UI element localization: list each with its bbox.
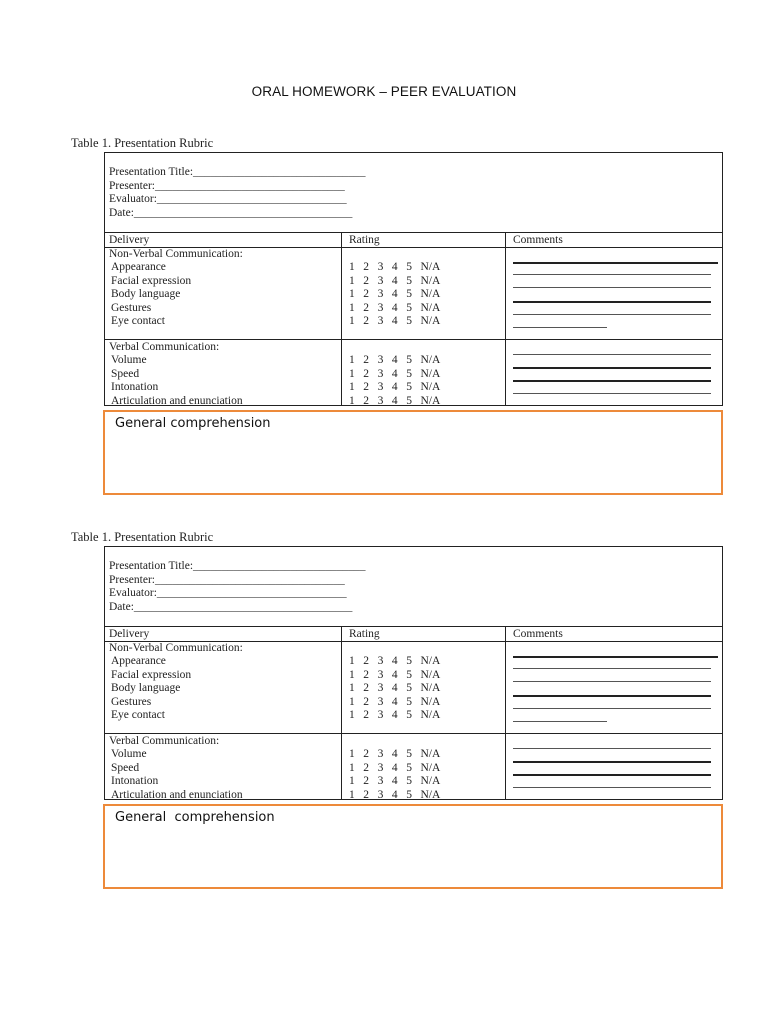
- rating-option[interactable]: 4: [391, 709, 398, 721]
- column-header-delivery: Delivery: [109, 234, 150, 246]
- header-field-label: Presenter:: [109, 180, 155, 192]
- rating-option[interactable]: 5: [406, 668, 412, 681]
- rating-option[interactable]: 5: [406, 788, 412, 801]
- header-field-presentationtitle[interactable]: [109, 560, 366, 573]
- comment-line[interactable]: [513, 301, 711, 303]
- general-comprehension-box[interactable]: [103, 410, 723, 495]
- rating-option[interactable]: N/A: [420, 695, 441, 708]
- criterion-label: Body language: [111, 288, 181, 301]
- rating-option[interactable]: 3: [377, 682, 384, 695]
- comment-line[interactable]: [513, 761, 711, 763]
- rating-scale[interactable]: [349, 748, 440, 761]
- rating-option[interactable]: 2: [363, 668, 370, 681]
- rating-scale[interactable]: [349, 302, 440, 315]
- rating-option[interactable]: 2: [363, 775, 370, 788]
- rating-scale[interactable]: [349, 261, 440, 274]
- table-caption: Table 1. Presentation Rubric: [71, 136, 214, 150]
- rating-scale[interactable]: [349, 368, 440, 381]
- rating-option[interactable]: 2: [363, 394, 370, 407]
- comment-line[interactable]: [513, 695, 711, 697]
- rating-option[interactable]: 2: [363, 682, 370, 695]
- rating-scale[interactable]: [349, 762, 440, 775]
- rating-option[interactable]: 5: [406, 655, 412, 668]
- rating-option[interactable]: N/A: [420, 394, 441, 407]
- rating-option[interactable]: 2: [363, 748, 370, 761]
- rating-option[interactable]: 5: [406, 367, 412, 380]
- criterion-label: Articulation and enunciation: [111, 788, 243, 801]
- rating-option[interactable]: 3: [377, 261, 384, 274]
- rating-option[interactable]: 5: [406, 682, 412, 695]
- rating-scale[interactable]: [349, 354, 440, 367]
- criterion-label: Body language: [111, 682, 181, 695]
- rating-option[interactable]: 1: [349, 381, 355, 394]
- rating-option[interactable]: 3: [377, 394, 384, 407]
- criterion-label: Volume: [111, 354, 147, 367]
- rating-option[interactable]: 4: [391, 381, 398, 394]
- rating-option[interactable]: 1: [349, 709, 355, 721]
- rating-option[interactable]: 4: [391, 668, 398, 681]
- rating-option[interactable]: N/A: [420, 315, 441, 327]
- rating-option[interactable]: N/A: [420, 274, 441, 287]
- criterion-label: Eye contact: [111, 315, 165, 327]
- header-field-blank[interactable]: ______________________________: [193, 166, 366, 178]
- rating-option[interactable]: N/A: [420, 261, 441, 274]
- rating-option[interactable]: 4: [391, 301, 398, 314]
- rating-option[interactable]: 5: [406, 315, 412, 327]
- section-group-label: Non-Verbal Communication:: [109, 642, 243, 654]
- header-field-label: Date:: [109, 207, 134, 219]
- comment-line[interactable]: [513, 327, 607, 328]
- rating-option[interactable]: 1: [349, 301, 355, 314]
- column-divider: [341, 233, 342, 405]
- rating-option[interactable]: N/A: [420, 788, 441, 801]
- comment-line[interactable]: [513, 787, 711, 788]
- rating-option[interactable]: N/A: [420, 748, 441, 761]
- rating-option[interactable]: 1: [349, 367, 355, 380]
- rating-option[interactable]: 3: [377, 381, 384, 394]
- rating-option[interactable]: 4: [391, 695, 398, 708]
- column-divider: [505, 627, 506, 799]
- rating-option[interactable]: 4: [391, 367, 398, 380]
- header-field-blank[interactable]: _________________________________: [156, 587, 347, 599]
- table-caption: Table 1. Presentation Rubric: [71, 530, 214, 544]
- rating-option[interactable]: 3: [377, 775, 384, 788]
- rating-scale[interactable]: [349, 288, 440, 301]
- comment-line[interactable]: [513, 721, 607, 722]
- rating-option[interactable]: 3: [377, 354, 384, 367]
- presentation-rubric-table: [104, 152, 723, 406]
- rating-option[interactable]: 1: [349, 775, 355, 788]
- rating-option[interactable]: 4: [391, 682, 398, 695]
- header-field-label: Evaluator:: [109, 193, 157, 205]
- comment-line[interactable]: [513, 708, 711, 709]
- section-separator: [105, 733, 722, 734]
- rating-option[interactable]: N/A: [420, 288, 441, 301]
- rating-option[interactable]: 1: [349, 761, 355, 774]
- rating-option[interactable]: 3: [377, 288, 384, 301]
- rating-option[interactable]: 5: [406, 394, 412, 407]
- header-field-date[interactable]: [109, 601, 352, 614]
- header-field-blank[interactable]: ______________________________________: [133, 601, 353, 613]
- rating-option[interactable]: 5: [406, 748, 412, 761]
- comment-line[interactable]: [513, 681, 711, 682]
- header-field-label: Date:: [109, 601, 134, 613]
- comment-line[interactable]: [513, 287, 711, 288]
- rating-option[interactable]: 1: [349, 354, 355, 367]
- criterion-label: Gestures: [111, 695, 152, 708]
- comment-line[interactable]: [513, 274, 711, 275]
- header-field-evaluator[interactable]: [109, 587, 347, 600]
- rating-option[interactable]: 3: [377, 748, 384, 761]
- header-field-label: Presentation Title:: [109, 560, 194, 572]
- criterion-label: Eye contact: [111, 709, 165, 721]
- rating-scale[interactable]: [349, 275, 440, 288]
- rating-option[interactable]: 2: [363, 354, 370, 367]
- rating-option[interactable]: 2: [363, 761, 370, 774]
- rating-option[interactable]: 4: [391, 655, 398, 668]
- rating-option[interactable]: 3: [377, 655, 384, 668]
- criterion-label: Speed: [111, 761, 140, 774]
- rating-option[interactable]: 1: [349, 315, 355, 327]
- rating-option[interactable]: 2: [363, 315, 370, 327]
- section-separator: [105, 339, 722, 340]
- rating-option[interactable]: N/A: [420, 709, 441, 721]
- column-header-rating: Rating: [349, 628, 380, 640]
- rating-option[interactable]: 4: [391, 761, 398, 774]
- rating-option[interactable]: 5: [406, 261, 412, 274]
- criterion-label: Facial expression: [111, 274, 192, 287]
- header-field-blank[interactable]: _________________________________: [156, 193, 347, 205]
- rating-option[interactable]: 3: [377, 709, 384, 721]
- rating-option[interactable]: 5: [406, 301, 412, 314]
- rating-scale[interactable]: [349, 696, 440, 709]
- rating-option[interactable]: 2: [363, 288, 370, 301]
- rating-option[interactable]: 4: [391, 748, 398, 761]
- rating-option[interactable]: 4: [391, 775, 398, 788]
- rating-option[interactable]: 3: [377, 274, 384, 287]
- rating-option[interactable]: 3: [377, 695, 384, 708]
- criterion-label: Intonation: [111, 775, 159, 788]
- rating-option[interactable]: N/A: [420, 367, 441, 380]
- general-comprehension-label: General comprehension: [115, 810, 275, 825]
- rating-option[interactable]: 1: [349, 261, 355, 274]
- rating-scale[interactable]: [349, 381, 440, 394]
- rating-option[interactable]: 5: [406, 709, 412, 721]
- rating-option[interactable]: 2: [363, 274, 370, 287]
- criterion-label: Appearance: [111, 655, 166, 668]
- column-divider: [505, 233, 506, 405]
- rating-option[interactable]: 4: [391, 288, 398, 301]
- column-header-comments: Comments: [513, 234, 563, 246]
- rating-option[interactable]: 5: [406, 288, 412, 301]
- rating-option[interactable]: 3: [377, 668, 384, 681]
- rating-option[interactable]: 5: [406, 761, 412, 774]
- rating-scale[interactable]: [349, 315, 440, 328]
- criterion-label: Volume: [111, 748, 147, 761]
- section-group-label: Verbal Communication:: [109, 341, 220, 353]
- rating-option[interactable]: 4: [391, 788, 398, 801]
- column-header-rating: Rating: [349, 234, 380, 246]
- rating-option[interactable]: 2: [363, 788, 370, 801]
- rating-option[interactable]: 2: [363, 367, 370, 380]
- rating-option[interactable]: 2: [363, 709, 370, 721]
- header-field-presenter[interactable]: [109, 180, 345, 193]
- rating-option[interactable]: 4: [391, 274, 398, 287]
- comment-line[interactable]: [513, 367, 711, 369]
- rating-option[interactable]: 4: [391, 394, 398, 407]
- general-comprehension-box[interactable]: [103, 804, 723, 889]
- criterion-label: Intonation: [111, 381, 159, 394]
- header-field-presentationtitle[interactable]: [109, 166, 366, 179]
- header-field-blank[interactable]: _________________________________: [154, 180, 345, 192]
- rating-option[interactable]: 5: [406, 354, 412, 367]
- rating-option[interactable]: 5: [406, 775, 412, 788]
- rating-option[interactable]: 5: [406, 381, 412, 394]
- rating-option[interactable]: 4: [391, 261, 398, 274]
- comment-line[interactable]: [513, 380, 711, 382]
- rating-option[interactable]: N/A: [420, 655, 441, 668]
- rating-option[interactable]: 1: [349, 394, 355, 407]
- rating-option[interactable]: 1: [349, 682, 355, 695]
- rating-scale[interactable]: [349, 682, 440, 695]
- rating-option[interactable]: 1: [349, 668, 355, 681]
- rating-option[interactable]: 1: [349, 748, 355, 761]
- rating-option[interactable]: N/A: [420, 354, 441, 367]
- header-field-label: Presenter:: [109, 574, 155, 586]
- header-field-presenter[interactable]: [109, 574, 345, 587]
- rating-option[interactable]: 3: [377, 315, 384, 327]
- column-header-delivery: Delivery: [109, 628, 150, 640]
- rating-scale[interactable]: [349, 395, 440, 408]
- header-field-blank[interactable]: ______________________________________: [133, 207, 353, 219]
- rating-option[interactable]: N/A: [420, 761, 441, 774]
- rating-scale[interactable]: [349, 789, 440, 802]
- comment-line[interactable]: [513, 748, 711, 749]
- rating-option[interactable]: 1: [349, 288, 355, 301]
- rating-option[interactable]: 2: [363, 301, 370, 314]
- rating-option[interactable]: 1: [349, 274, 355, 287]
- criterion-label: Gestures: [111, 301, 152, 314]
- criterion-label: Articulation and enunciation: [111, 394, 243, 407]
- page-title: ORAL HOMEWORK – PEER EVALUATION: [251, 84, 517, 99]
- header-field-evaluator[interactable]: [109, 193, 347, 206]
- header-field-label: Presentation Title:: [109, 166, 194, 178]
- rating-option[interactable]: N/A: [420, 775, 441, 788]
- rating-option[interactable]: N/A: [420, 381, 441, 394]
- header-field-label: Evaluator:: [109, 587, 157, 599]
- rating-option[interactable]: 4: [391, 354, 398, 367]
- header-field-blank[interactable]: _________________________________: [154, 574, 345, 586]
- rating-option[interactable]: 5: [406, 274, 412, 287]
- rating-option[interactable]: N/A: [420, 301, 441, 314]
- comment-line[interactable]: [513, 668, 711, 669]
- section-group-label: Non-Verbal Communication:: [109, 248, 243, 260]
- comment-line[interactable]: [513, 393, 711, 394]
- rating-option[interactable]: 4: [391, 315, 398, 327]
- presentation-rubric-table: [104, 546, 723, 800]
- rating-option[interactable]: N/A: [420, 682, 441, 695]
- column-divider: [341, 627, 342, 799]
- rating-option[interactable]: 3: [377, 761, 384, 774]
- general-comprehension-label: General comprehension: [115, 416, 271, 431]
- rating-option[interactable]: 1: [349, 695, 355, 708]
- comment-line[interactable]: [513, 314, 711, 315]
- comment-line[interactable]: [513, 656, 718, 658]
- criterion-label: Speed: [111, 367, 140, 380]
- criterion-label: Facial expression: [111, 668, 192, 681]
- rating-scale[interactable]: [349, 775, 440, 788]
- section-group-label: Verbal Communication:: [109, 735, 220, 747]
- rating-scale[interactable]: [349, 669, 440, 682]
- rating-option[interactable]: N/A: [420, 668, 441, 681]
- comment-line[interactable]: [513, 354, 711, 355]
- rating-option[interactable]: 3: [377, 788, 384, 801]
- rating-option[interactable]: 2: [363, 261, 370, 274]
- rating-option[interactable]: 2: [363, 655, 370, 668]
- rating-option[interactable]: 2: [363, 695, 370, 708]
- comment-line[interactable]: [513, 262, 718, 264]
- rating-option[interactable]: 3: [377, 367, 384, 380]
- rating-option[interactable]: 5: [406, 695, 412, 708]
- rating-option[interactable]: 2: [363, 381, 370, 394]
- rating-scale[interactable]: [349, 655, 440, 668]
- rating-option[interactable]: 1: [349, 788, 355, 801]
- criterion-label: Appearance: [111, 261, 166, 274]
- header-field-blank[interactable]: ______________________________: [193, 560, 366, 572]
- rating-option[interactable]: 3: [377, 301, 384, 314]
- comment-line[interactable]: [513, 774, 711, 776]
- rating-scale[interactable]: [349, 709, 440, 722]
- header-field-date[interactable]: [109, 207, 352, 220]
- rating-option[interactable]: 1: [349, 655, 355, 668]
- column-header-comments: Comments: [513, 628, 563, 640]
